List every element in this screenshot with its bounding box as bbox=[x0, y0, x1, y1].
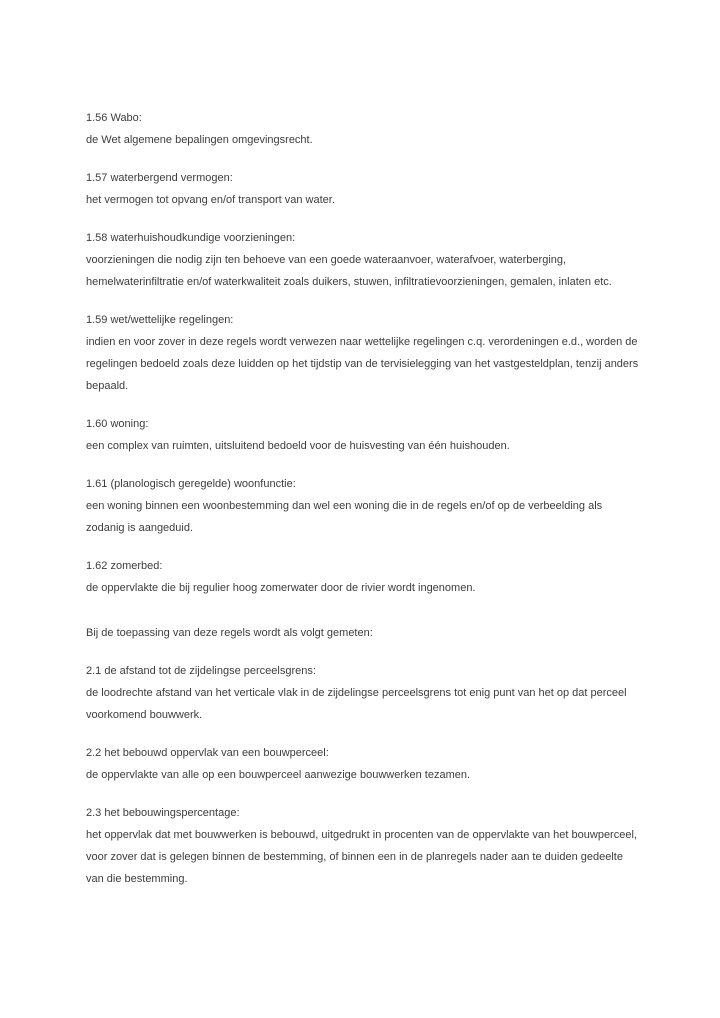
definition-term: 1.57 waterbergend vermogen: bbox=[86, 172, 233, 184]
definition-line: een complex van ruimten, uitsluitend bedoeld voor de huisvesting van één huishouden. bbox=[86, 440, 510, 452]
definition-term: 1.61 (planologisch geregelde) woonfunctie: bbox=[86, 478, 296, 490]
rule-line: voorkomend bouwwerk. bbox=[86, 709, 203, 721]
rule-term: 2.2 het bebouwd oppervlak van een bouwperceel: bbox=[86, 747, 329, 759]
definition-line: de oppervlakte die bij regulier hoog zomerwater door de rivier wordt ingenomen. bbox=[86, 582, 476, 594]
definition-line: zodanig is aangeduid. bbox=[86, 522, 194, 534]
rule-line: de oppervlakte van alle op een bouwperceel aanwezige bouwwerken tezamen. bbox=[86, 769, 471, 781]
measuring-rule-2-1 bbox=[86, 660, 686, 726]
definition-line: bepaald. bbox=[86, 380, 129, 392]
definition-line: voorzieningen die nodig zijn ten behoeve van een goede wateraanvoer, waterafvoer, waterberging, bbox=[86, 254, 567, 266]
definition-term: 1.60 woning: bbox=[86, 418, 149, 430]
definition-line: hemelwaterinfiltratie en/of waterkwaliteit zoals duikers, stuwen, infiltratievoorzieningen, gemalen, inlaten etc. bbox=[86, 276, 612, 288]
definition-line: de Wet algemene bepalingen omgevingsrecht. bbox=[86, 134, 313, 146]
definition-term: 1.58 waterhuishoudkundige voorzieningen: bbox=[86, 232, 296, 244]
definition-1-61 bbox=[86, 473, 686, 539]
definition-1-56 bbox=[86, 107, 686, 151]
definition-1-60 bbox=[86, 413, 686, 457]
measuring-intro-line: Bij de toepassing van deze regels wordt als volgt gemeten: bbox=[86, 627, 373, 639]
definition-term: 1.62 zomerbed: bbox=[86, 560, 163, 572]
rule-line: het oppervlak dat met bouwwerken is bebouwd, uitgedrukt in procenten van de oppervlakte van het bouwperceel, bbox=[86, 829, 637, 841]
measuring-rule-2-2 bbox=[86, 742, 686, 786]
definition-line: regelingen bedoeld zoals deze luidden op het tijdstip van de tervisielegging van het vastgesteldplan, tenzij anders bbox=[86, 358, 639, 370]
definition-line: het vermogen tot opvang en/of transport van water. bbox=[86, 194, 335, 206]
rule-line: van die bestemming. bbox=[86, 873, 188, 885]
rule-line: voor zover dat is gelegen binnen de bestemming, of binnen een in de planregels nader aan te duiden gedeelte bbox=[86, 851, 623, 863]
measuring-intro bbox=[86, 622, 686, 644]
document-page bbox=[86, 107, 686, 906]
definition-term: 1.59 wet/wettelijke regelingen: bbox=[86, 314, 234, 326]
definition-1-59 bbox=[86, 309, 686, 397]
definition-term: 1.56 Wabo: bbox=[86, 112, 142, 124]
rule-term: 2.1 de afstand tot de zijdelingse perceelsgrens: bbox=[86, 665, 316, 677]
definition-1-58 bbox=[86, 227, 686, 293]
definition-line: een woning binnen een woonbestemming dan wel een woning die in de regels en/of op de verbeelding als bbox=[86, 500, 603, 512]
definition-1-57 bbox=[86, 167, 686, 211]
definition-line: indien en voor zover in deze regels wordt verwezen naar wettelijke regelingen c.q. verordeningen e.d., worden de bbox=[86, 336, 638, 348]
rule-line: de loodrechte afstand van het verticale vlak in de zijdelingse perceelsgrens tot enig punt van het op dat perceel bbox=[86, 687, 627, 699]
definition-1-62 bbox=[86, 555, 686, 599]
measuring-rule-2-3 bbox=[86, 802, 686, 890]
rule-term: 2.3 het bebouwingspercentage: bbox=[86, 807, 240, 819]
